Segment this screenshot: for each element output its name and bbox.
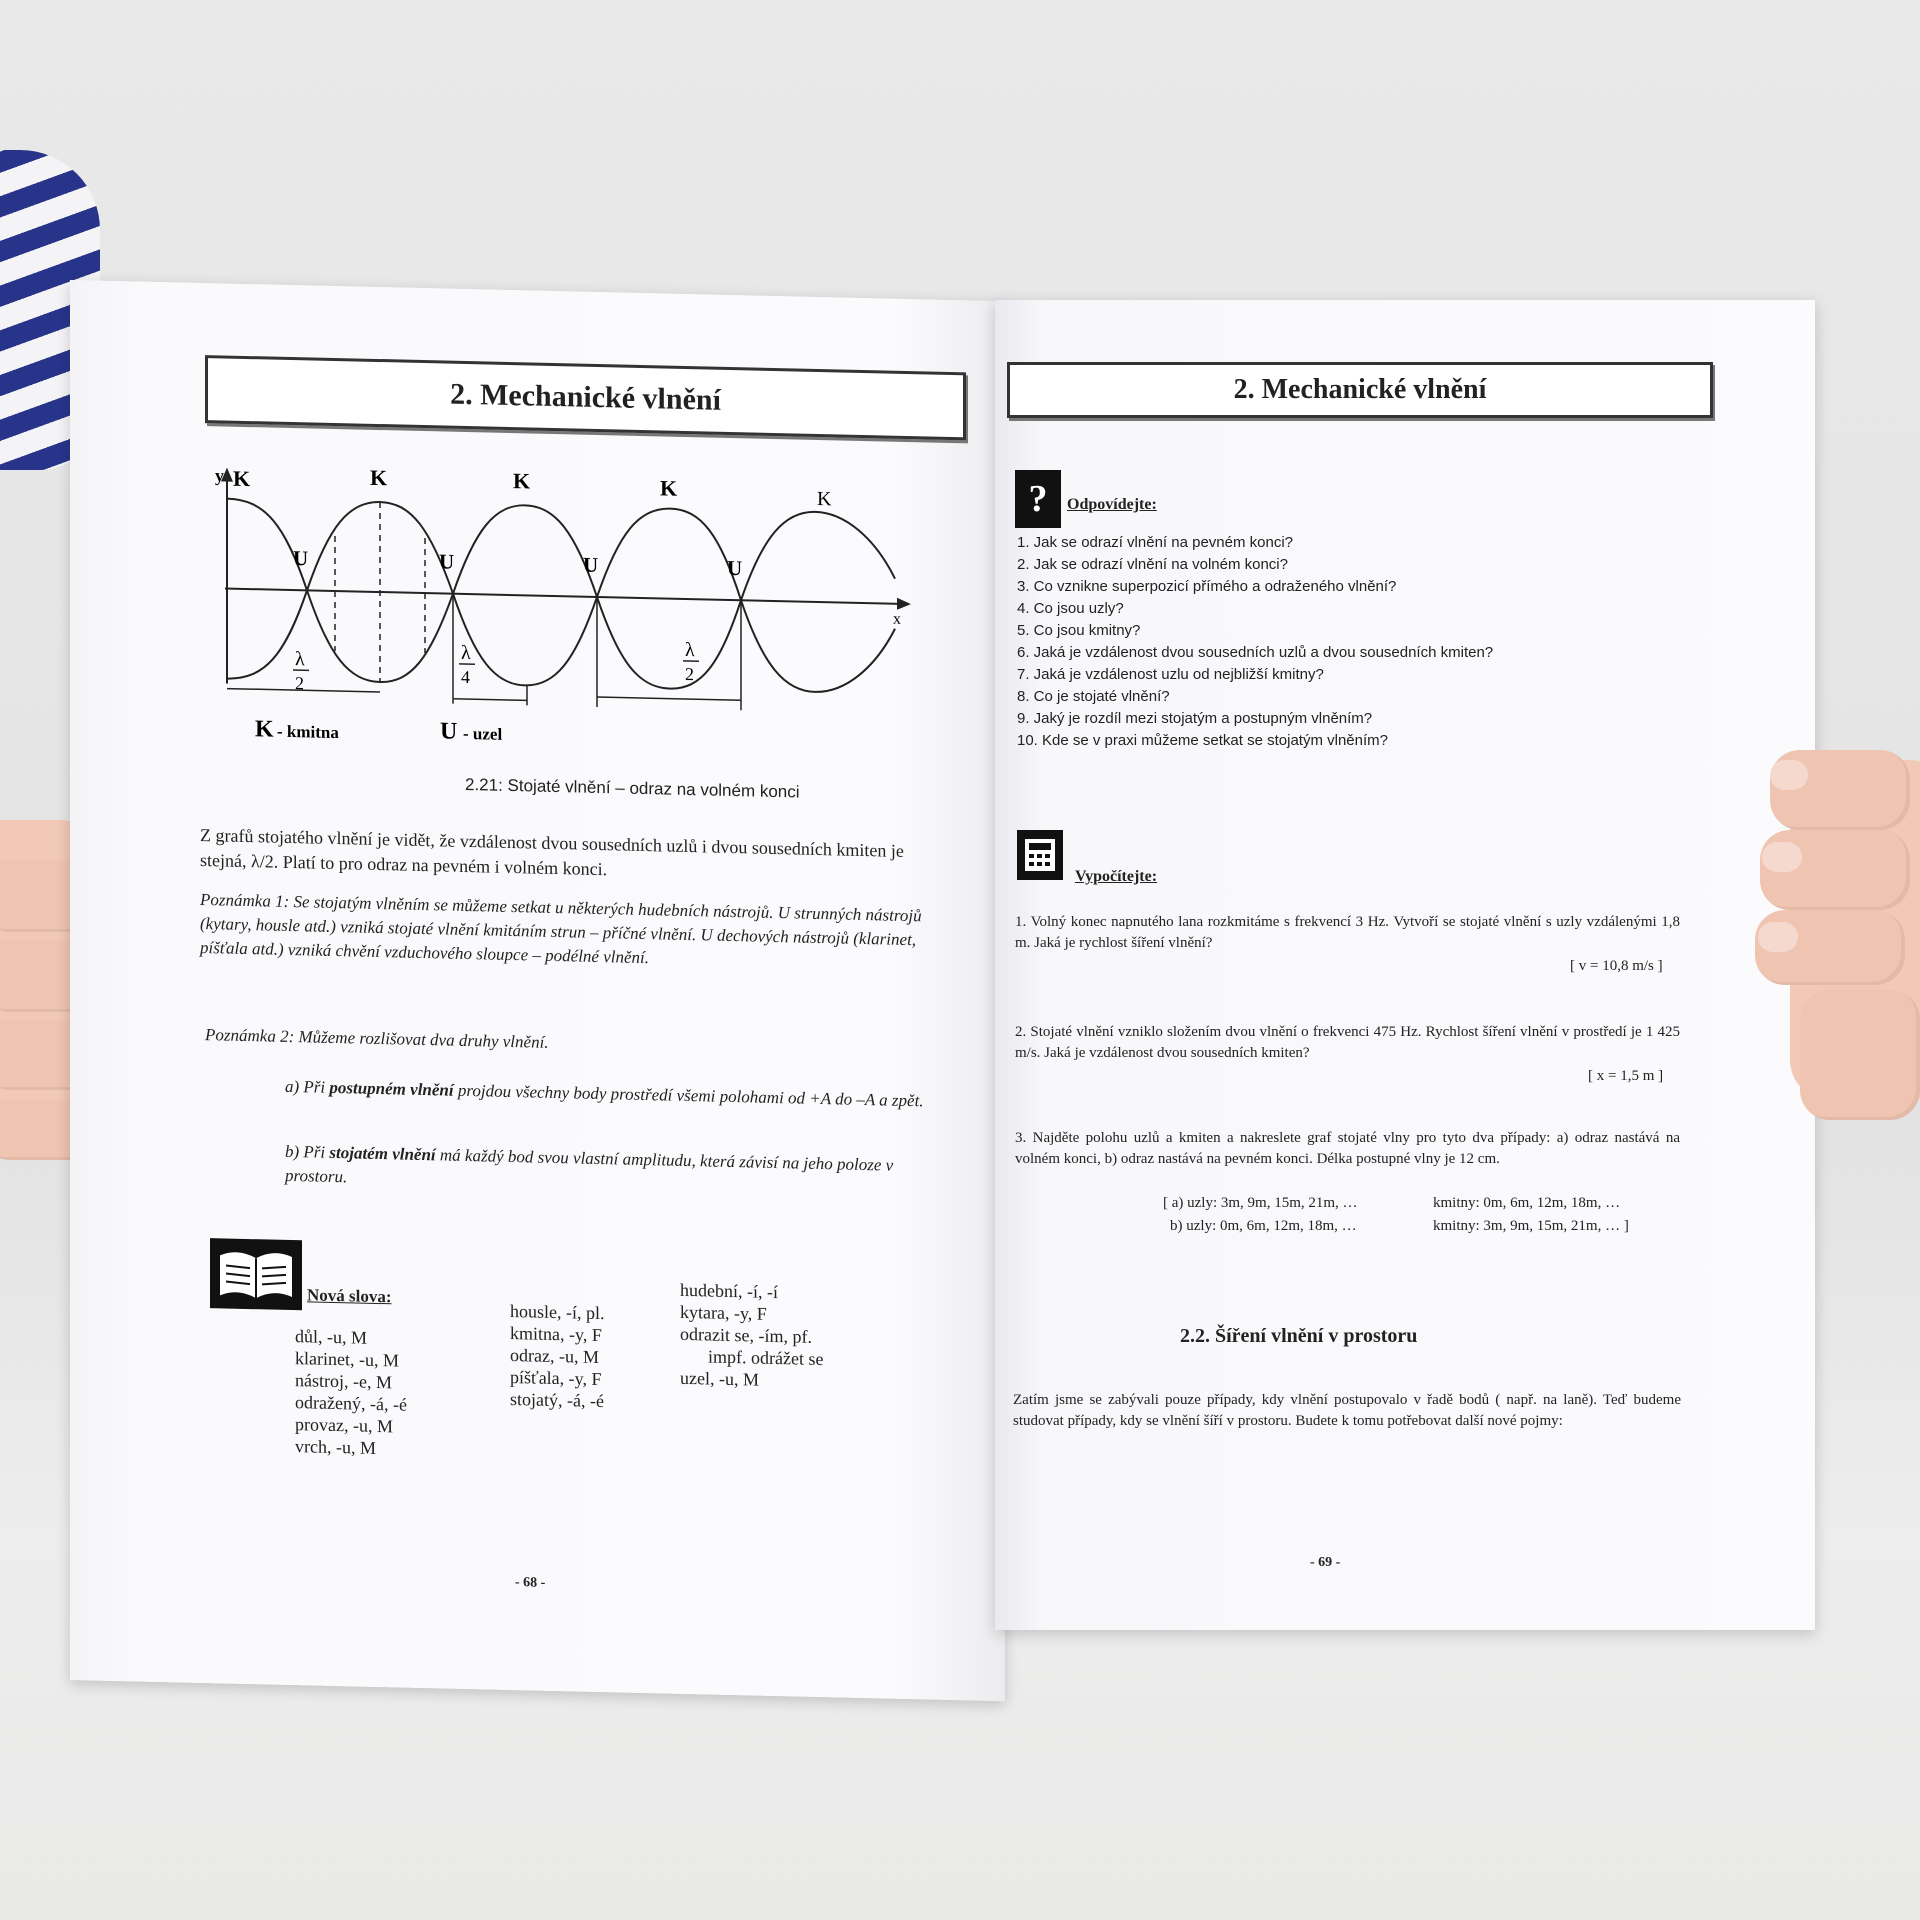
note-2a — [285, 1075, 935, 1114]
word-item: důl, -u, M — [295, 1326, 367, 1348]
question-item: 6. Jaká je vzdálenost dvou sousedních uzlů a dvou sousedních kmiten? — [1017, 644, 1494, 661]
lambda-label: λ — [461, 641, 471, 665]
left-page — [70, 280, 1005, 1701]
dim-line — [597, 697, 741, 700]
lambda-denominator: 2 — [685, 663, 694, 685]
right-finger — [1800, 990, 1920, 1120]
node-label: U — [439, 549, 455, 574]
word-item: odraz, -u, M — [510, 1344, 599, 1368]
book-icon — [210, 1238, 302, 1310]
answer-2: [ x = 1,5 m ] — [1588, 1068, 1664, 1084]
question-item: 5. Co jsou kmitny? — [1017, 622, 1141, 639]
answer-label: Odpovídejte: — [1067, 496, 1157, 513]
note-1-label: Poznámka 1: — [200, 889, 290, 911]
paragraph: Z grafů stojatého vlnění je vidět, že vzdálenost dvou sousedních uzlů i dvou sousedních kmiten je stejná, λ/2. Platí to pro odraz na pevném i volném konci. — [200, 824, 904, 880]
antinode-label: K — [817, 487, 832, 511]
question-item: 9. Jaký je rozdíl mezi stojatým a postupným vlněním? — [1017, 710, 1373, 727]
lambda-denominator: 2 — [295, 673, 304, 694]
node-label: U — [293, 546, 309, 571]
lambda-denominator: 4 — [461, 666, 470, 688]
section-title: 2.2. Šíření vlnění v prostoru — [1180, 1325, 1418, 1347]
word-item: provaz, -u, M — [295, 1414, 393, 1437]
answer-3a-uzly: [ a) uzly: 3m, 9m, 15m, 21m, … — [1163, 1195, 1358, 1211]
words-column-3 — [680, 1279, 823, 1392]
question-item: 3. Co vznikne superpozicí přímého a odraženého vlnění? — [1017, 578, 1397, 595]
note-2b-rest: má každý bod svou vlastní amplitudu, která závisí na jeho poloze v prostoru. — [285, 1145, 894, 1187]
word-item: píšťala, -y, F — [510, 1366, 602, 1390]
left-page-title — [205, 355, 966, 440]
questions-list — [1017, 532, 1493, 752]
word-item: stojatý, -á, -é — [510, 1388, 604, 1412]
word-item: uzel, -u, M — [680, 1367, 759, 1390]
dim-line — [453, 699, 527, 701]
lambda-label: λ — [685, 638, 695, 662]
word-item: klarinet, -u, M — [295, 1348, 399, 1371]
section-text: Zatím jsme se zabývali pouze případy, kdy vlnění postupovalo v řadě bodů ( např. na laně). Teď budeme studovat případy, kdy se vlnění šíří v prostoru. Budete k tomu potřebovat další nové pojmy: — [1013, 1392, 1681, 1429]
words-column-2 — [510, 1300, 605, 1412]
fingernail — [1758, 922, 1798, 952]
legend-u-text: - uzel — [463, 723, 503, 744]
fingernail — [1770, 760, 1808, 790]
question-item: 10. Kde se v praxi můžeme setkat se stojatým vlněním? — [1017, 732, 1388, 749]
note-2b — [285, 1140, 935, 1203]
y-axis-label: y — [215, 465, 224, 486]
calculator-icon — [1017, 830, 1063, 880]
right-title-text: 2. Mechanické vlnění — [1233, 374, 1487, 405]
legend-k: K — [255, 716, 274, 743]
x-axis-label: x — [893, 610, 901, 628]
node-label: U — [727, 555, 743, 581]
question-item: 7. Jaká je vzdálenost uzlu od nejbližší kmitny? — [1017, 666, 1324, 683]
note-2-text: Můžeme rozlišovat dva druhy vlnění. — [298, 1027, 549, 1052]
word-item: odražený, -á, -é — [295, 1392, 407, 1415]
word-item: nástroj, -e, M — [295, 1370, 392, 1393]
legend-u: U — [440, 718, 458, 745]
problem-2: 2. Stojaté vlnění vzniklo složením dvou vlnění o frekvenci 475 Hz. Rychlost šíření vlnění v prostředí je 1 425 m/s. Jaká je vzdálenost dvou sousedních kmiten? — [1015, 1024, 1680, 1061]
answer-3a-kmitny: kmitny: 0m, 6m, 12m, 18m, … — [1433, 1195, 1621, 1211]
note-2-label: Poznámka 2: — [205, 1025, 295, 1047]
antinode-label: K — [233, 465, 251, 492]
note-2b-bold: stojatém vlnění — [329, 1142, 436, 1165]
word-item: odrazit se, -ím, pf. — [680, 1323, 812, 1347]
legend-k-text: - kmitna — [277, 721, 339, 743]
word-item: hudební, -í, -í — [680, 1279, 778, 1303]
answer-3b-uzly: b) uzly: 0m, 6m, 12m, 18m, … — [1170, 1218, 1357, 1234]
answer-1: [ v = 10,8 m/s ] — [1570, 958, 1663, 974]
antinode-label: K — [660, 475, 678, 501]
problem-1: 1. Volný konec napnutého lana rozkmitáme s frekvencí 3 Hz. Vytvoří se stojaté vlnění s uzly vzdálenými 1,8 m. Jaká je rychlost šíření vlnění? — [1015, 914, 1680, 951]
calc-label: Vypočítejte: — [1075, 868, 1158, 885]
words-column-1 — [295, 1325, 407, 1460]
note-2a-rest: projdou všechny body prostředí všemi polohami od +A do –A a zpět. — [457, 1080, 924, 1111]
antinode-label: K — [513, 468, 531, 494]
word-item: kmitna, -y, F — [510, 1322, 602, 1346]
note-2a-prefix: a) Při — [285, 1076, 326, 1097]
word-item: vrch, -u, M — [295, 1436, 376, 1458]
word-item: housle, -í, pl. — [510, 1300, 605, 1324]
word-item: kytara, -y, F — [680, 1301, 767, 1324]
x-axis — [225, 589, 905, 604]
fingernail — [1762, 842, 1802, 872]
antinode-label: K — [370, 464, 388, 491]
standing-wave-figure — [215, 463, 915, 769]
question-item: 1. Jak se odrazí vlnění na pevném konci? — [1017, 534, 1293, 551]
note-2 — [205, 1023, 940, 1064]
question-item: 8. Co je stojaté vlnění? — [1017, 688, 1170, 705]
right-page-title — [1007, 362, 1713, 418]
note-2b-prefix: b) Při — [285, 1141, 326, 1162]
right-page — [995, 300, 1815, 1630]
figure-caption: 2.21: Stojaté vlnění – odraz na volném konci — [465, 774, 800, 802]
answer-3b-kmitny: kmitny: 3m, 9m, 15m, 21m, … ] — [1433, 1218, 1629, 1234]
problem-3: 3. Najděte polohu uzlů a kmiten a nakreslete graf stojaté vlny pro tyto dva případy: a) odraz nastává na volném konci, b) odraz nastává na pevném konci. Délka postupné vlny je 12 cm. — [1015, 1130, 1680, 1167]
node-label: U — [583, 552, 599, 577]
question-icon: ? — [1015, 470, 1061, 528]
note-1-text: Se stojatým vlněním se můžeme setkat u některých hudebních nástrojů. U strunných nástrojů (kytary, housle atd.) vzniká stojaté vlnění kmitáním strun – příčné vlnění. U dechových nástrojů (klarinet, píšťala atd.) vzniká chvění vzduchového sloupce – podélné vlnění. — [200, 892, 922, 968]
question-item: 4. Co jsou uzly? — [1017, 600, 1124, 617]
question-item: 2. Jak se odrazí vlnění na volném konci? — [1017, 556, 1288, 573]
new-words-label: Nová slova: — [307, 1285, 392, 1307]
left-title-text: 2. Mechanické vlnění — [450, 377, 721, 417]
lambda-label: λ — [295, 648, 305, 671]
word-item: impf. odrážet se — [708, 1346, 824, 1370]
note-1 — [200, 888, 935, 977]
x-axis-arrow — [897, 598, 911, 610]
page-number-left: - 68 - — [515, 1575, 546, 1591]
note-2a-bold: postupném vlnění — [329, 1077, 454, 1100]
page-number-right: - 69 - — [1310, 1555, 1341, 1570]
